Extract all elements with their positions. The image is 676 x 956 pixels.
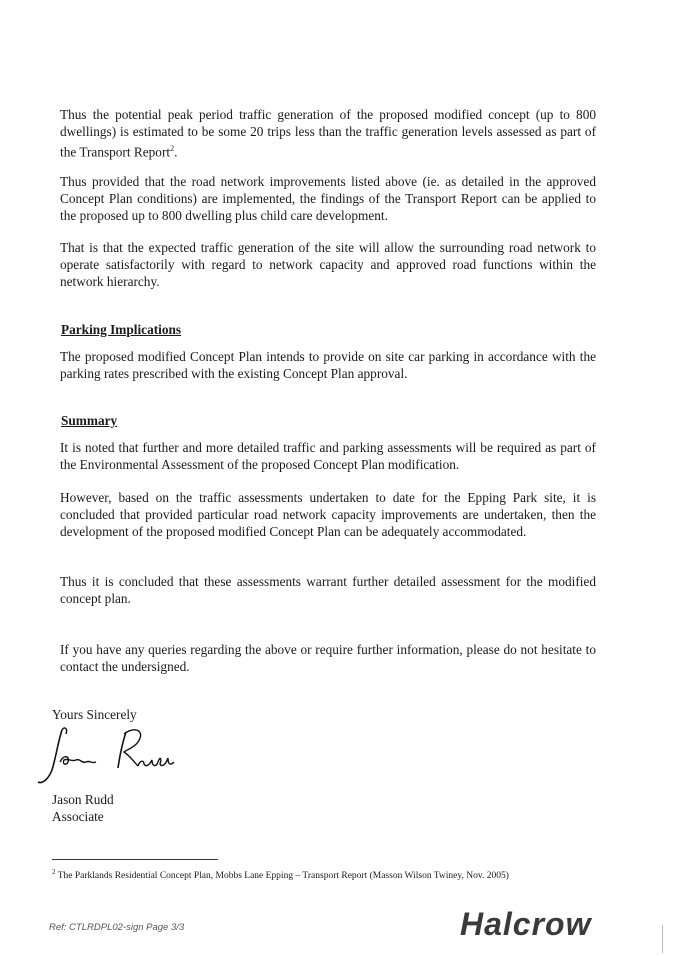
paragraph-parking: The proposed modified Concept Plan intends to provide on site car parking in accordance with the parking rates prescribed with the existing Concept Plan approval. (60, 349, 596, 381)
footnote: $^2$ The Parklands Residential Concept Plan, Mobbs Lane Epping – Transport Report (Masson Wilson Twiney, Nov. 2005) (52, 868, 509, 882)
paragraph-contact: If you have any queries regarding the above or require further information, please do not hesitate to contact the undersigned. (60, 642, 596, 674)
salutation: Yours Sincerely (52, 707, 137, 722)
footnote-divider (52, 859, 218, 860)
signatory-name: Jason Rudd (52, 792, 114, 807)
halcrow-logo: Halcrow (460, 906, 592, 942)
handwritten-signature (34, 722, 184, 792)
signatory-title: Associate (52, 809, 104, 824)
heading-parking-implications: Parking Implications (61, 322, 182, 337)
paragraph-network-operation: That is that the expected traffic generation of the site will allow the surrounding road network to operate satisfactorily with regard to network capacity and approved road functions within the network hierarchy. (60, 240, 596, 289)
paragraph-further-assessment: It is noted that further and more detailed traffic and parking assessments will be required as part of the Environmental Assessment of the proposed Concept Plan modification. (60, 440, 596, 472)
scan-artifact (662, 925, 663, 953)
heading-summary: Summary (61, 413, 118, 428)
paragraph-warrant-assessment: Thus it is concluded that these assessments warrant further detailed assessment for the modified concept plan. (60, 574, 596, 606)
paragraph-road-improvements: Thus provided that the road network improvements listed above (ie. as detailed in the approved Concept Plan conditions) are implemented, the findings of the Transport Report can be applied to the proposed up to 800 dwelling plus child care development. (60, 174, 596, 223)
paragraph-conclusion: However, based on the traffic assessments undertaken to date for the Epping Park site, it is concluded that provided particular road network capacity improvements are undertaken, then the development of the proposed modified Concept Plan can be adequately accommodated. (60, 490, 596, 539)
paragraph-traffic-generation: Thus the potential peak period traffic generation of the proposed modified concept (up to 800 dwellings) is estimated to be some 20 trips less than the traffic generation levels assessed as part of the Transport Report$^2$. (60, 107, 596, 160)
document-reference: Ref: CTLRDPL02-sign Page 3/3 (49, 922, 185, 933)
